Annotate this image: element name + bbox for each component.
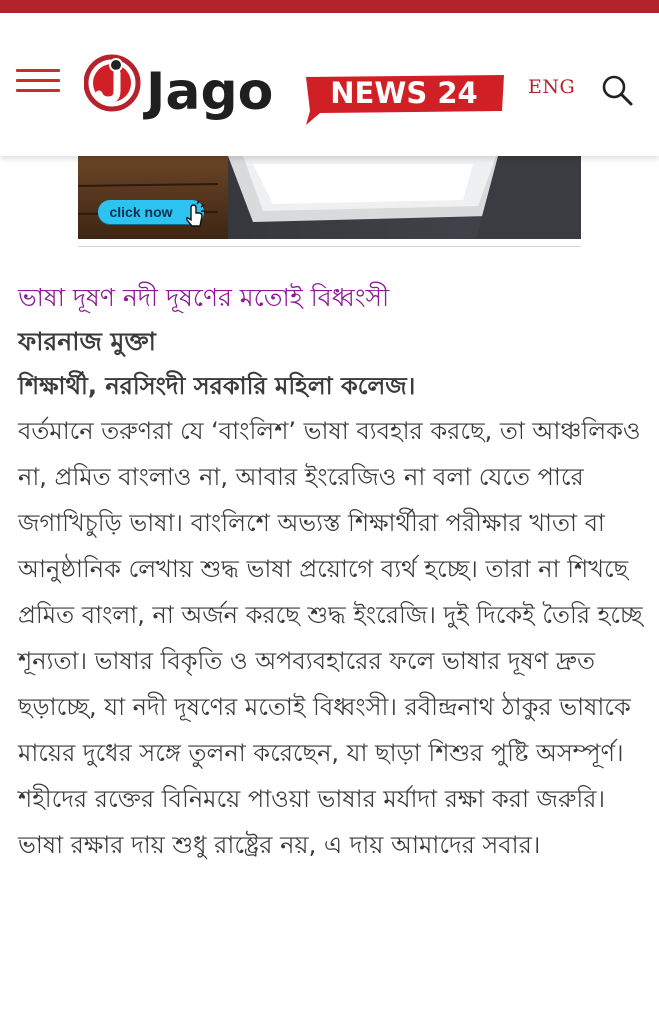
- logo-badge-text: NEWS 24: [330, 76, 478, 110]
- jagonews24-logo: [84, 51, 508, 131]
- site-logo[interactable]: [84, 51, 508, 131]
- article-headline[interactable]: ভাষা দূষণ নদী দূষণের মতোই বিধ্বংসী: [18, 283, 390, 312]
- author-affiliation: শিক্ষার্থী, নরসিংদী সরকারি মহিলা কলেজ।: [18, 372, 416, 400]
- ad-click-now-button[interactable]: [98, 200, 204, 224]
- top-brand-bar: [0, 0, 659, 13]
- site-header: [0, 13, 659, 156]
- ad-cta-label: click now: [109, 204, 173, 220]
- search-icon[interactable]: [600, 73, 634, 107]
- ad-artwork: [78, 156, 581, 239]
- article-body: বর্তমানে তরুণরা যে ‘বাংলিশ’ ভাষা ব্যবহার করছে, তা আঞ্চলিকও না, প্রমিত বাংলাও না, আবার ইংরেজিও না বলা যেতে পারে জগাখিচুড়ি ভাষা। বাংলিশে অভ্যস্ত শিক্ষার্থীরা পরীক্ষার খাতা বা আনুষ্ঠানিক লেখায় শুদ্ধ ভাষা প্রয়োগে ব্যর্থ হচ্ছে। তারা না শিখছে প্রমিত বাংলা, না অর্জন করছে শুদ্ধ ইংরেজি। দুই দিকেই তৈরি হচ্ছে শূন্যতা। ভাষার বিকৃতি ও অপব্যবহারের ফলে ভাষার দূষণ দ্রুত ছড়াচ্ছে, যা নদী দূষণের মতোই বিধ্বংসী। রবীন্দ্রনাথ ঠাকুর ভাষাকে মায়ের দুধের সঙ্গে তুলনা করেছেন, যা ছাড়া শিশুর পুষ্টি অসম্পূর্ণ। শহীদের রক্তের বিনিময়ে পাওয়া ভাষার মর্যাদা রক্ষা করা জরুরি। ভাষা রক্ষার দায় শুধু রাষ্ট্রের নয়, এ দায় আমাদের সবার।: [18, 417, 643, 859]
- hand-pointer-icon: [182, 200, 208, 228]
- hamburger-menu-icon[interactable]: [16, 67, 60, 97]
- ad-divider: [78, 246, 581, 247]
- logo-word: Jago: [146, 62, 274, 122]
- advertisement-banner[interactable]: [78, 156, 581, 239]
- opinion-article: [18, 276, 643, 868]
- author-name: ফারনাজ মুক্তা: [18, 327, 156, 356]
- language-toggle[interactable]: ENG: [528, 76, 576, 98]
